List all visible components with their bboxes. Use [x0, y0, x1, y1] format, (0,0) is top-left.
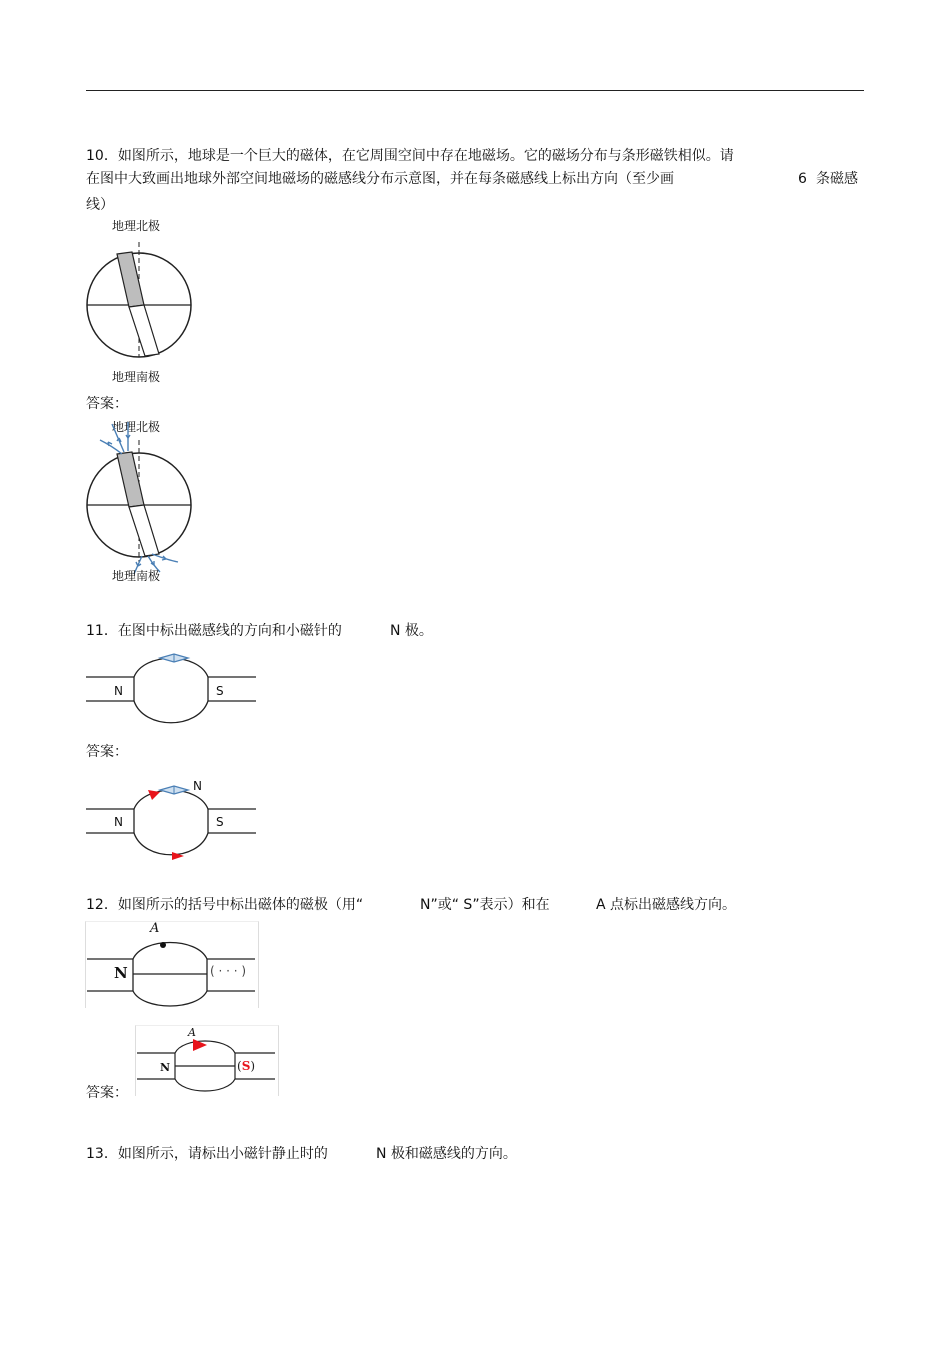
header-rule — [86, 90, 864, 91]
q12-pole-n: N — [114, 964, 128, 982]
q12-point-label: A — [150, 921, 160, 936]
q12-text-a: 12．如图所示的括号中标出磁体的磁极（用“ — [86, 897, 364, 913]
q11-answer-label: 答案： — [86, 744, 128, 760]
q10-text-tail: 条磁感 — [816, 171, 858, 187]
q10-text-line2: 在图中大致画出地球外部空间地磁场的磁感线分布示意图，并在每条磁感线上标出方向（至少画 — [86, 171, 674, 187]
earth-magnet-diagram — [82, 232, 200, 364]
q11-pole-n: N — [114, 684, 123, 698]
q12-text-b: N”或“ S”表示）和在 — [420, 897, 550, 913]
q10-answer-north-label: 地理北极 — [112, 420, 161, 434]
q11-magnet-diagram — [82, 648, 262, 730]
q10-answer-label: 答案： — [86, 396, 128, 412]
q12-answer-pole-s: (S) — [237, 1059, 256, 1073]
point-a-dot — [160, 942, 166, 948]
q10-north-label: 地理北极 — [112, 219, 161, 233]
q10-count: 6 — [798, 171, 807, 187]
q10-south-label: 地理南极 — [112, 370, 161, 384]
q12-answer-label: 答案： — [86, 1085, 128, 1101]
q11-pole-s: S — [216, 684, 224, 698]
q12-text-c: A 点标出磁感线方向。 — [596, 897, 737, 913]
q13-text-b: N 极和磁感线的方向。 — [376, 1146, 517, 1162]
q12-answer-pole-n: N — [160, 1061, 171, 1074]
q11-text-b: N 极。 — [390, 623, 433, 639]
q10-text-line1: 10．如图所示，地球是一个巨大的磁体，在它周围空间中存在地磁场。它的磁场分布与条形磁铁相似。请 — [86, 148, 734, 164]
q11-answer-diagram — [82, 778, 262, 868]
q12-answer-point-label: A — [188, 1026, 196, 1039]
q11-answer-pole-s: S — [216, 815, 224, 829]
q11-text-a: 11．在图中标出磁感线的方向和小磁针的 — [86, 623, 342, 639]
q13-text-a: 13．如图所示，请标出小磁针静止时的 — [86, 1146, 328, 1162]
earth-magnet-answer-diagram — [82, 420, 200, 580]
q10-text-line3: 线） — [86, 197, 114, 213]
q10-answer-south-label: 地理南极 — [112, 569, 161, 583]
q12-bracket-blank: ( · · · ) — [210, 964, 247, 978]
q11-needle-n: N — [193, 779, 202, 793]
q11-answer-pole-n: N — [114, 815, 123, 829]
q12-answer-diagram — [135, 1025, 277, 1095]
q12-answer-pole-s-value: S — [241, 1059, 251, 1073]
